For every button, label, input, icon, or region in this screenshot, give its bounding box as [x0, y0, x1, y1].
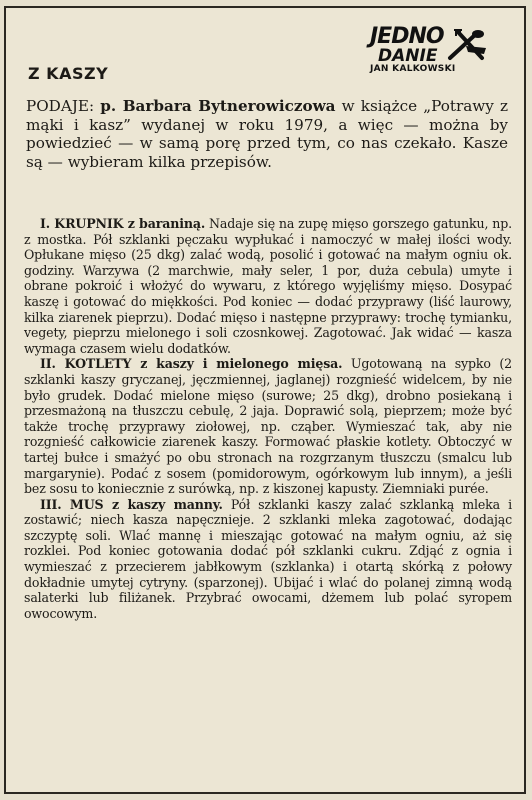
article-lead — [26, 97, 508, 171]
kitchen-utensils-icon — [446, 28, 488, 64]
lead-text: w książce „Potrawy z mąki i kasz” wydanej w roku 1979, a więc — można by powiedzieć — w samą porę przed tym, co nas czekało. Kasze są — wybieram kilka przepisów. — [26, 97, 508, 171]
recipe-section — [24, 356, 512, 496]
recipe-heading: II. KOTLETY z kaszy i mielonego mięsa. — [40, 356, 343, 372]
lead-source: p. Barbara Bytnerowiczowa — [100, 97, 336, 115]
recipe-text: Ugotowaną na sypko (2 szklanki kaszy gryczanej, jęczmiennej, jaglanej) rozgnieść widelcem, by nie było grudek. Dodać mielone mięso (surowe; 25 dkg), drobno posiekaną i przesmażoną na tłuszczu cebulę, 2 jaja. Doprawić solą, pieprzem; może być także trochę przyprawy ziołowej, np. cząber. Wymieszać tak, aby nie rozgnieść całkowicie ziarenek kaszy. Formować płaskie kotlety. Obtoczyć w tartej bułce i smażyć po obu stronach na rozgrzanym tłuszczu (smalcu lub margarynie). Podać z sosem (pomidorowym, ogórkowym lub innym), a jeśli bez sosu to koniecznie z surówką, np. z kiszonej kapusty. Ziemniaki purée. — [24, 356, 512, 497]
column-name-line2: DANIE — [378, 46, 438, 66]
column-name-line1: JEDNO — [370, 24, 444, 49]
recipe-text: Nadaje się na zupę mięso gorszego gatunku, np. z mostka. Pół szklanki pęczaku wypłukać i namoczyć w małej ilości wody. Opłukane mięso (25 dkg) zalać wodą, posolić i gotować na małym ogniu ok. godziny. Warzywa (2 marchwie, mały seler, 1 por, duża cebula) umyte i obrane pokroić i włożyć do wywaru, z którego wyjęliśmy mięso. Dosypać kaszę i gotować do miękkości. Pod koniec — dodać przyprawy (liść laurowy, kilka ziarenek pieprzu). Dodać mięso i następne przyprawy: trochę tymianku, vegety, pieprzu mielonego i soli czosnkowej. Zagotować. Jak widać — kasza wymaga czasem wielu dodatków. — [24, 216, 512, 356]
recipe-section — [24, 497, 512, 622]
column-author: JAN KALKOWSKI — [370, 64, 456, 74]
recipe-text: Pół szklanki kaszy zalać szklanką mleka i zostawić; niech kasza napęcznieje. 2 szklanki mleka zagotować, dodając szczyptę soli. Wlać mannę i mieszając gotować na małym ogniu, aż się rozklei. Pod koniec gotowania dodać pół szklanki cukru. Zdjąć z ognia i wymieszać z przecierem jabłkowym (szklanka) i otartą skórką z połowy dokładnie umytej cytryny. (sparzonej). Ubijać i wlać do polanej zimną wodą salaterki lub filiżanek. Przybrać owocami, dżemem lub polać syropem owocowym. — [24, 496, 512, 621]
article-title: Z KASZY — [28, 64, 109, 83]
recipe-section — [24, 216, 512, 356]
recipe-heading: III. MUS z kaszy manny. — [40, 496, 223, 512]
column-logo — [368, 24, 494, 76]
recipe-heading: I. KRUPNIK z baraniną. — [40, 216, 206, 231]
lead-prefix: PODAJE: — [26, 97, 101, 115]
article-body — [24, 216, 512, 621]
